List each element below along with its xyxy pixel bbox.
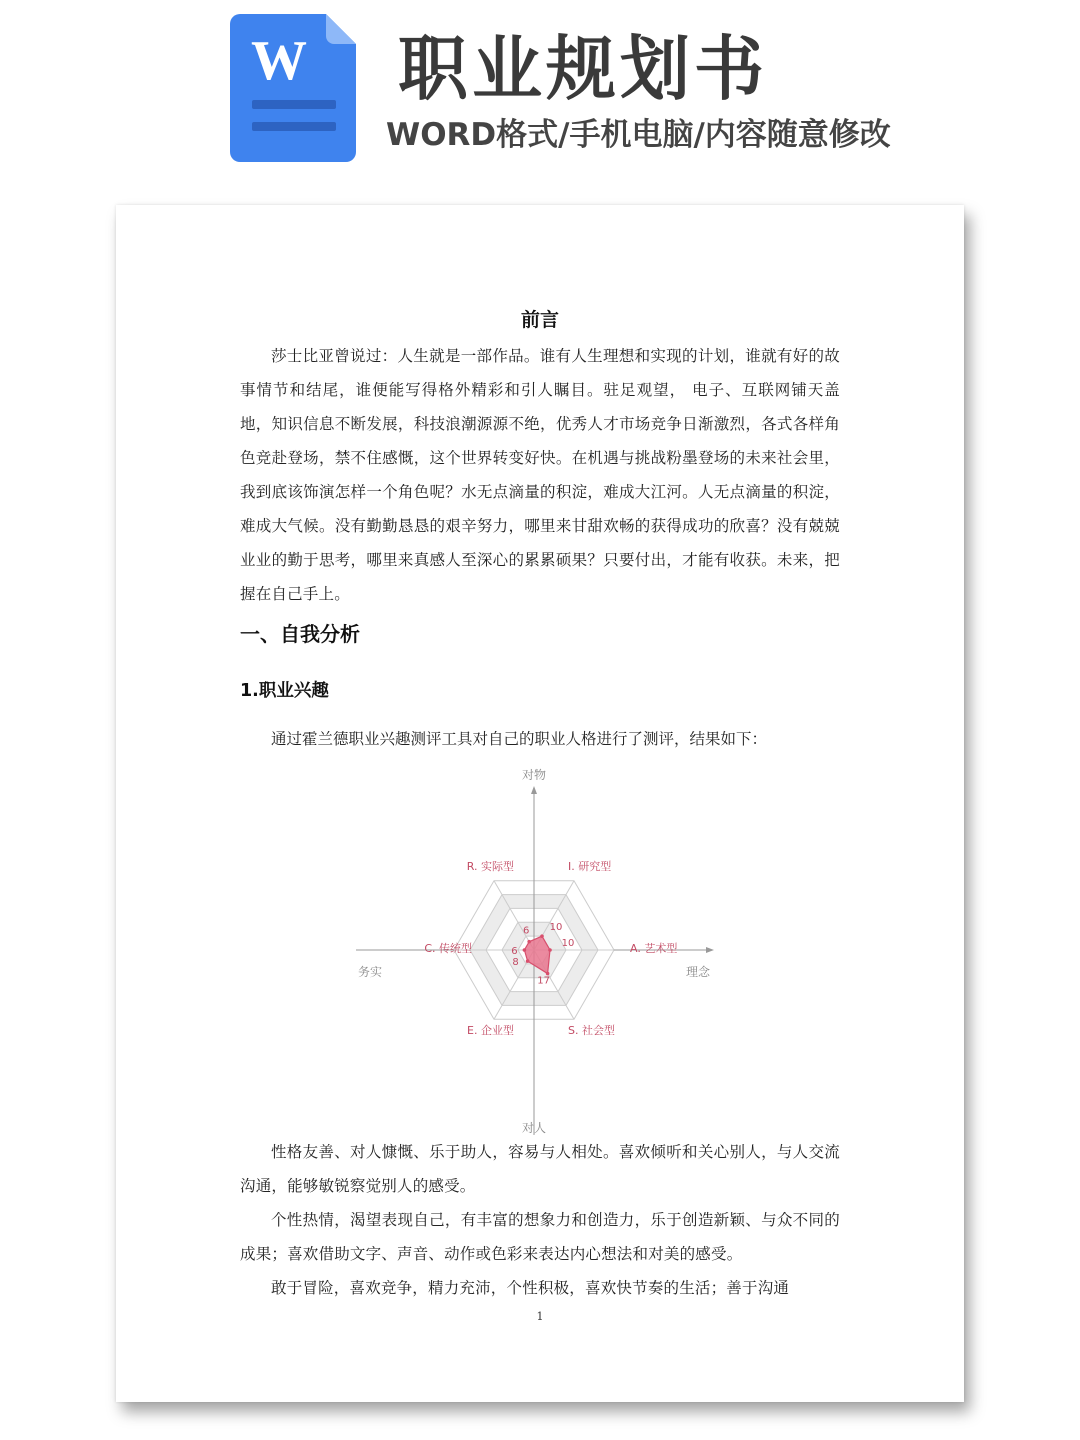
- page-number: 1: [536, 1310, 544, 1323]
- radar-category-label: S. 社会型: [568, 1024, 615, 1037]
- radar-value-label: 10: [549, 922, 563, 934]
- radar-value-label: 6: [511, 946, 518, 957]
- axis-label-left: 务实: [358, 965, 383, 979]
- subsection-heading-career-interest: 1.职业兴趣: [240, 681, 329, 701]
- personality-paragraph-social: 性格友善、对人慷慨、乐于助人，容易与人相处。喜欢倾听和关心别人，与人交流沟通，能够敏锐察觉别人的感受。: [240, 1143, 840, 1195]
- radar-data-point: [523, 948, 527, 952]
- personality-paragraph-enterprising: 敢于冒险，喜欢竞争，精力充沛，个性积极，喜欢快节奏的生活；善于沟通: [271, 1279, 790, 1297]
- preface-heading: 前言: [520, 309, 559, 331]
- radar-data-point: [548, 948, 552, 952]
- preface-paragraph: 莎士比亚曾说过：人生就是一部作品。谁有人生理想和实现的计划，谁就有好的故事情节和结尾，谁便能写得格外精彩和引人瞩目。驻足观望， 电子、互联网铺天盖地，知识信息不断发展，科技浪潮源源不绝，优秀人才市场竞争日渐激烈，各式各样角色竞赴登场，禁不住感慨，这个世界转变好快。在机遇与挑战粉墨登场的未来社会里，我到底该饰演怎样一个角色呢？水无点滴量的积淀，难成大江河。人无点滴量的积淀，难成大气候。没有勤勤恳恳的艰辛努力，哪里来甘甜欢畅的获得成功的欣喜？没有兢兢业业的勤于思考，哪里来真感人至深心的累累硕果？只要付出，才能有收获。未来，把握在自己手上。: [240, 347, 840, 603]
- test-intro-text: 通过霍兰德职业兴趣测评工具对自己的职业人格进行了测评，结果如下：: [271, 730, 768, 748]
- holland-radar-chart: [344, 760, 724, 1140]
- radar-data-point: [540, 934, 544, 938]
- radar-data-point: [527, 940, 531, 944]
- banner-subtitle: WORD格式/手机电脑/内容随意修改: [386, 117, 891, 153]
- radar-value-label: 17: [537, 975, 550, 987]
- radar-category-label: I. 研究型: [568, 860, 612, 873]
- word-icon-letter: W: [251, 30, 307, 92]
- axis-label-top: 对物: [521, 768, 547, 782]
- radar-category-label: C. 传统型: [424, 942, 472, 955]
- word-document-icon: [230, 14, 356, 162]
- radar-data-point: [526, 959, 530, 963]
- radar-category-label: R. 实际型: [466, 860, 514, 873]
- section-heading-self-analysis: 一、自我分析: [240, 622, 360, 646]
- axis-label-right: 理念: [685, 965, 710, 979]
- radar-category-label: A. 艺术型: [630, 942, 678, 955]
- banner: [0, 0, 1080, 195]
- banner-title: 职业规划书: [398, 28, 768, 110]
- radar-value-label: 8: [512, 957, 519, 969]
- radar-value-label: 10: [561, 938, 575, 949]
- personality-paragraph-artistic: 个性热情，渴望表现自己，有丰富的想象力和创造力，乐于创造新颖、与众不同的成果；喜欢借助文字、声音、动作或色彩来表达内心想法和对美的感受。: [240, 1211, 840, 1263]
- axis-label-bottom: 对人: [521, 1121, 547, 1135]
- radar-value-label: 6: [523, 925, 530, 937]
- radar-category-label: E. 企业型: [467, 1024, 514, 1037]
- document-page: [116, 205, 964, 1402]
